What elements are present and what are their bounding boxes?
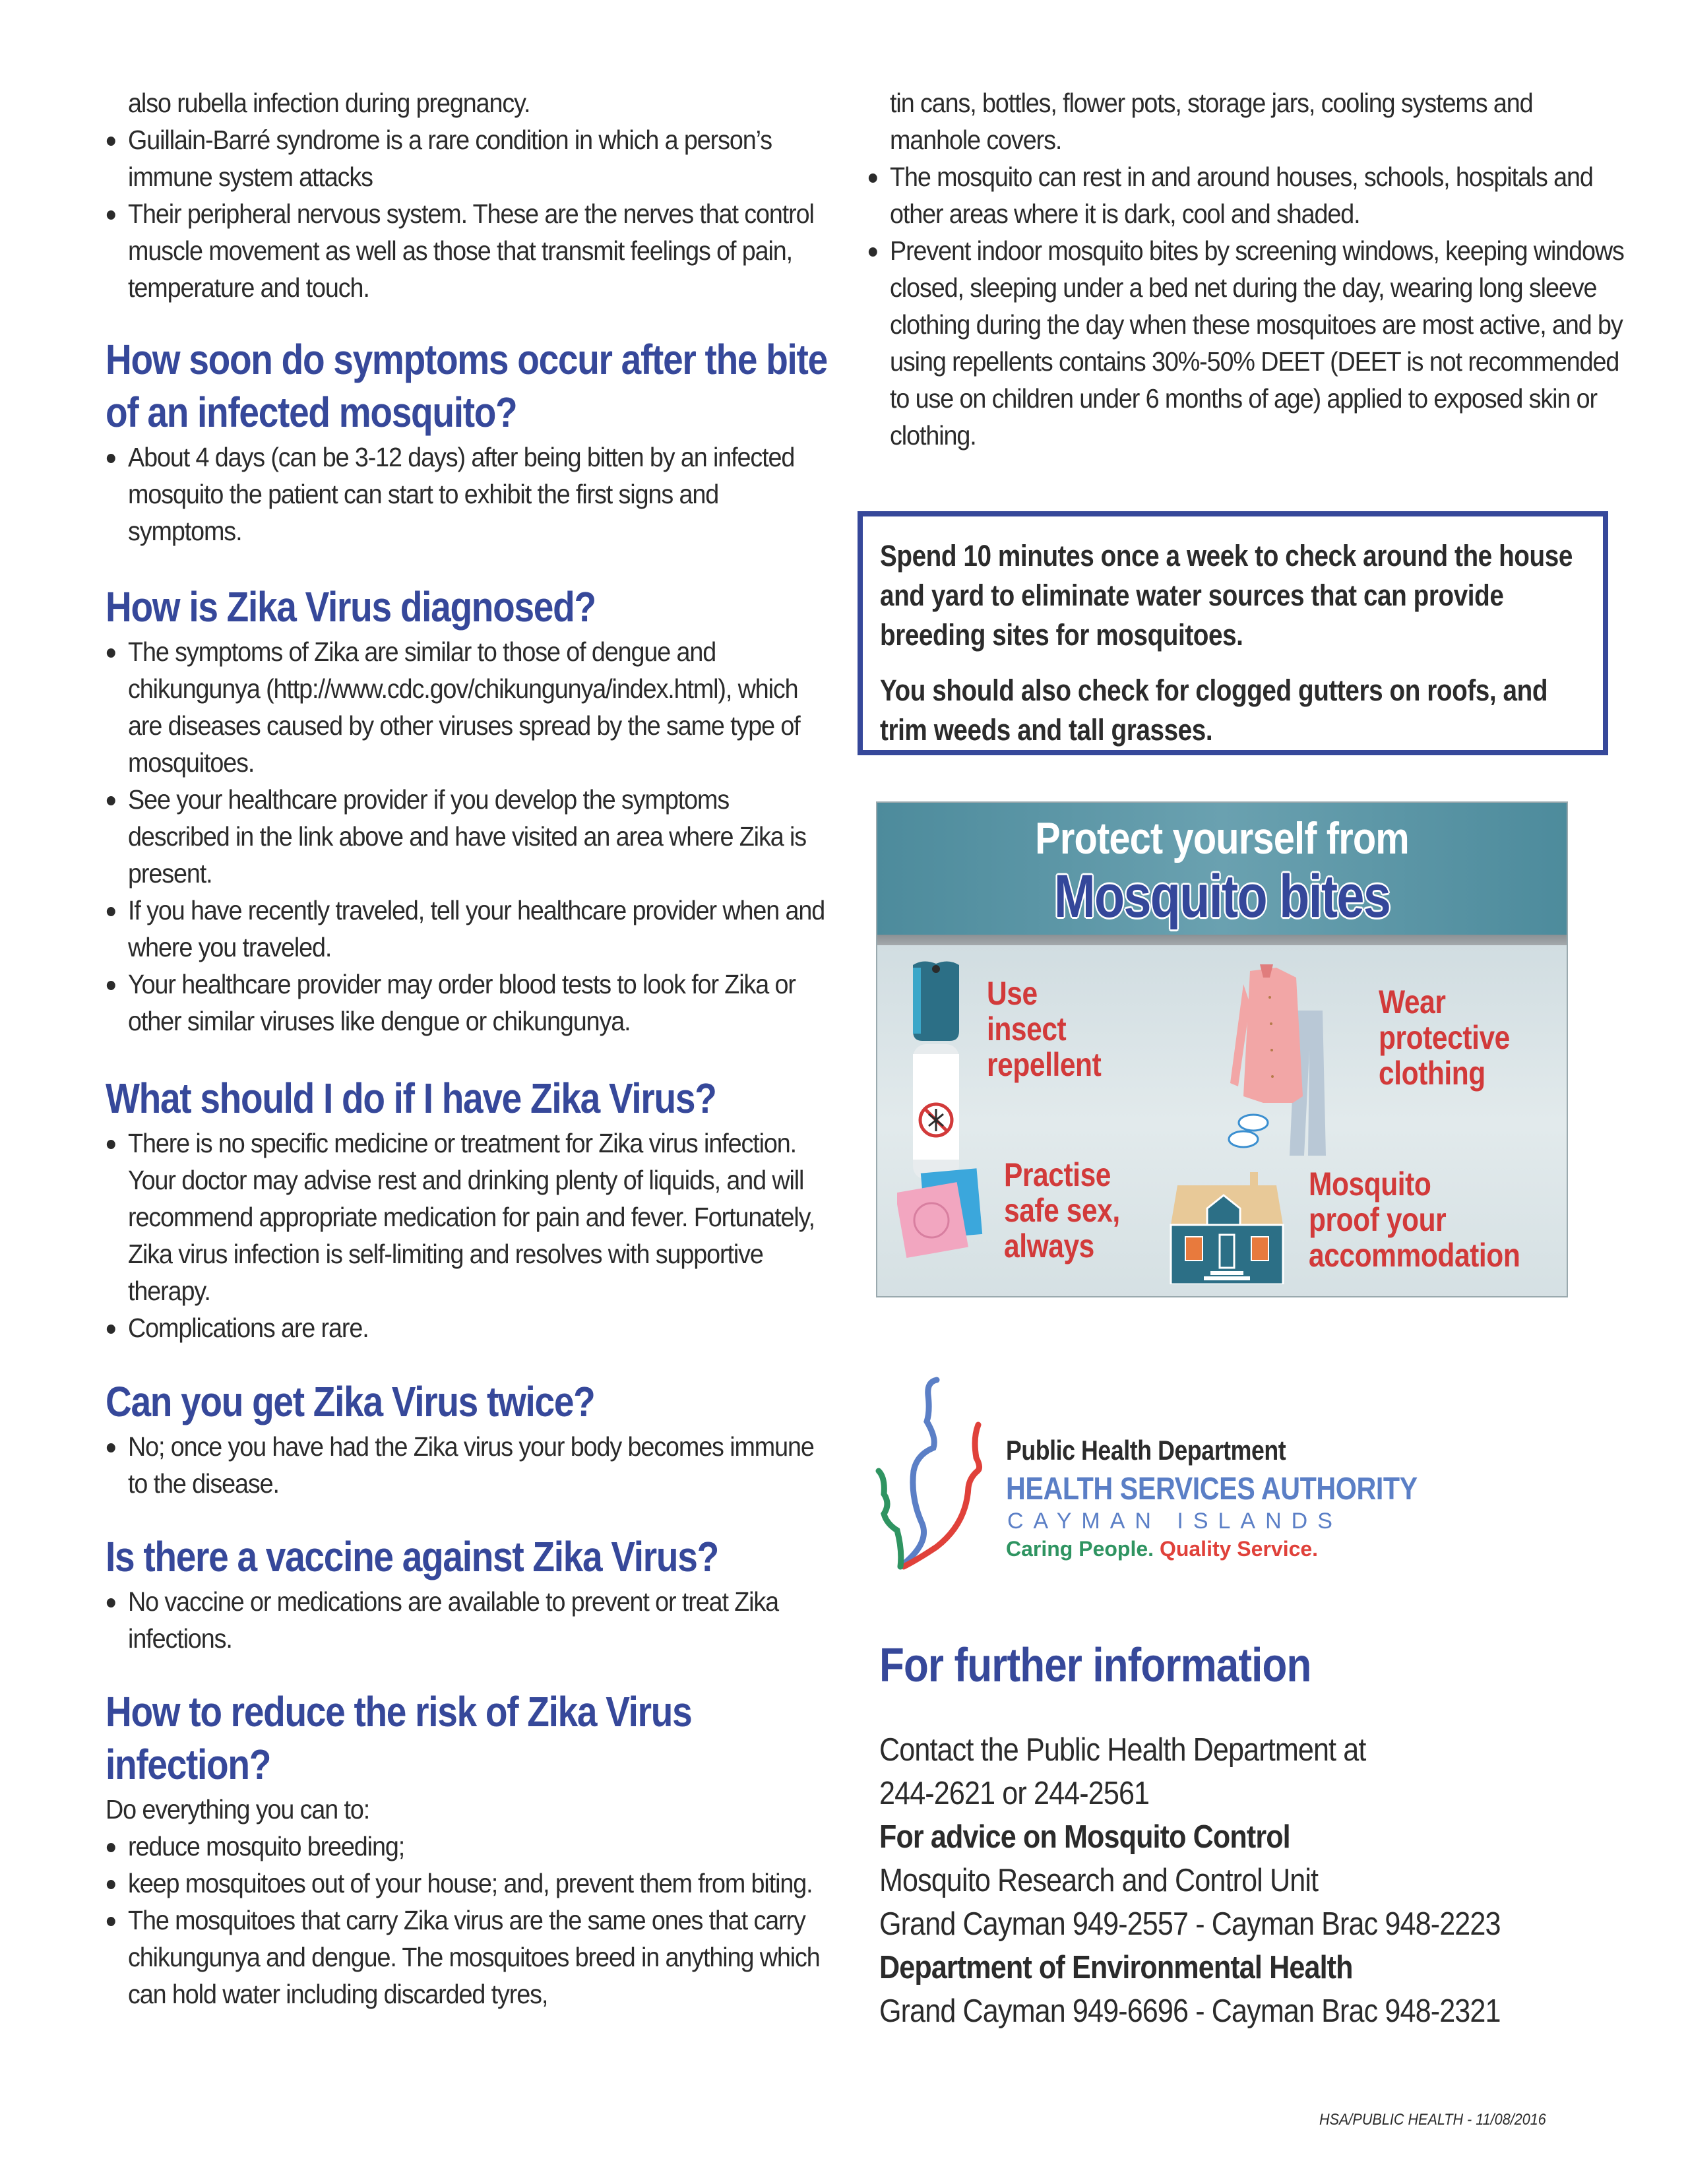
list-item: There is no specific medicine or treatment for Zika virus infection. Your doctor may advise rest and drinking plenty of liquids, and will recommend appropriate medication for pain and fever. Fortunately, Zika virus infection is self-limiting and resolves with supportive therapy. [106,1125,828,1309]
continuation-text: tin cans, bottles, flower pots, storage jars, cooling systems and manhole covers. [890,88,1533,155]
section-what-to-do [106,1072,963,1346]
list-item: Guillain-Barré syndrome is a rare condition in which a person’s immune system attacks [106,121,828,195]
list-item: Your healthcare provider may order blood tests to look for Zika or other similar viruses like dengue or chikungunya. [106,966,828,1040]
list-item: The symptoms of Zika are similar to those of dengue and chikungunya (http://www.cdc.gov/chikungunya/index.html), which are diseases caused by other viruses spread by the same type of mosquitoes. [106,633,828,781]
env-health-phones: Grand Cayman 949-6696 - Cayman Brac 948-2321 [879,1993,1501,2029]
mosquito-protection-infographic [876,801,1568,1297]
intro-block [106,84,891,306]
further-information-section [879,1636,1671,2033]
logo-location: CAYMAN ISLANDS [1007,1509,1342,1534]
contact-line: Contact the Public Health Department at [879,1732,1366,1768]
section-heading: How is Zika Virus diagnosed? [106,583,596,631]
mosquito-unit-name: Mosquito Research and Control Unit [879,1863,1319,1898]
section-heading: What should I do if I have Zika Virus? [106,1075,716,1122]
list-item: The mosquitoes that carry Zika virus are the same ones that carry chikungunya and dengue. The mosquitoes breed in anything which can hold water including discarded tyres, [106,1902,828,2012]
tip-wear-clothing: Wear protective clothing [1379,983,1510,1092]
logo-department-name: Public Health Department [1006,1435,1286,1466]
section-symptoms-onset [106,333,963,549]
list-item: About 4 days (can be 3-12 days) after being bitten by an infected mosquito the patient can start to exhibit the first signs and symptoms. [106,439,828,549]
section-heading: Is there a vaccine against Zika Virus? [106,1533,718,1580]
callout-paragraph: You should also check for clogged gutters on roofs, and trim weeds and tall grasses. [880,673,1548,747]
section-reduce-risk [106,1685,891,2012]
infographic-title-line1: Protect yourself from [1035,813,1409,863]
list-item: Prevent indoor mosquito bites by screening windows, keeping windows closed, sleeping under a bed net during the day, wearing long sleeve clothing during the day when these mosquitoes are most active, and by using repellents contains 30%-50% DEET (DEET is not recommended to use on children under 6 months of age) applied to exposed skin or clothing. [867,232,1626,454]
tip-safe-sex: Practise safe sex, always [1004,1156,1120,1264]
list-item: reduce mosquito breeding; [106,1828,828,1865]
infographic-divider [877,935,1567,945]
mosquito-control-heading: For advice on Mosquito Control [879,1819,1290,1855]
list-item: See your healthcare provider if you develop the symptoms described in the link above and have visited an area where Zika is present. [106,781,828,892]
section-vaccine [106,1530,963,1657]
right-continuation-block [867,84,1688,454]
section-twice [106,1375,963,1502]
hsa-logo-mark-icon [871,1372,1003,1570]
callout-paragraph: Spend 10 minutes once a week to check around the house and yard to eliminate water sources that can provide breeding sites for mosquitoes. [880,539,1573,652]
list-item: No vaccine or medications are available to prevent or treat Zika infections. [106,1583,828,1657]
infographic-header [877,803,1567,935]
contact-phones: 244-2621 or 244-2561 [879,1776,1150,1811]
further-info-heading: For further information [879,1639,1311,1692]
env-health-heading: Department of Environmental Health [879,1950,1353,1985]
document-footer-code: HSA/PUBLIC HEALTH - 11/08/2016 [1319,2111,1546,2129]
callout-box [858,511,1608,755]
list-item: keep mosquitoes out of your house; and, prevent them from biting. [106,1865,828,1902]
intro-continuation: also rubella infection during pregnancy. [128,88,530,118]
section-heading: Can you get Zika Virus twice? [106,1378,595,1425]
section-heading: How soon do symptoms occur after the bite of an infected mosquito? [106,336,827,436]
mosquito-unit-phones: Grand Cayman 949-2557 - Cayman Brac 948-2223 [879,1906,1501,1942]
logo-authority-name: HEALTH SERVICES AUTHORITY [1006,1472,1418,1507]
list-item: Complications are rare. [106,1309,828,1346]
list-item: If you have recently traveled, tell your healthcare provider when and where you traveled. [106,892,828,966]
clothing-icon [1224,964,1356,1162]
list-item: No; once you have had the Zika virus your body becomes immune to the disease. [106,1428,828,1502]
logo-tagline: Caring People. Quality Service. [1006,1537,1319,1561]
insect-repellent-spray-icon [904,958,970,1183]
section-diagnosis [106,580,963,1040]
list-item: Their peripheral nervous system. These are the nerves that control muscle movement as well as those that transmit feelings of pain, temperature and touch. [106,195,828,306]
condom-icon [897,1164,989,1263]
intro-bullet-list [106,121,828,306]
hsa-logo [871,1372,1418,1570]
section-heading: How to reduce the risk of Zika Virus infection? [106,1688,692,1788]
section-intro: Do everything you can to: [106,1794,370,1825]
house-icon [1164,1172,1290,1284]
list-item: The mosquito can rest in and around houses, schools, hospitals and other areas where it is dark, cool and shaded. [867,158,1626,232]
infographic-title-line2: Mosquito bites [1053,863,1391,930]
tip-mosquito-proof-home: Mosquito proof your accommodation [1309,1166,1520,1274]
tip-use-repellent: Use insect repellent [987,975,1102,1083]
